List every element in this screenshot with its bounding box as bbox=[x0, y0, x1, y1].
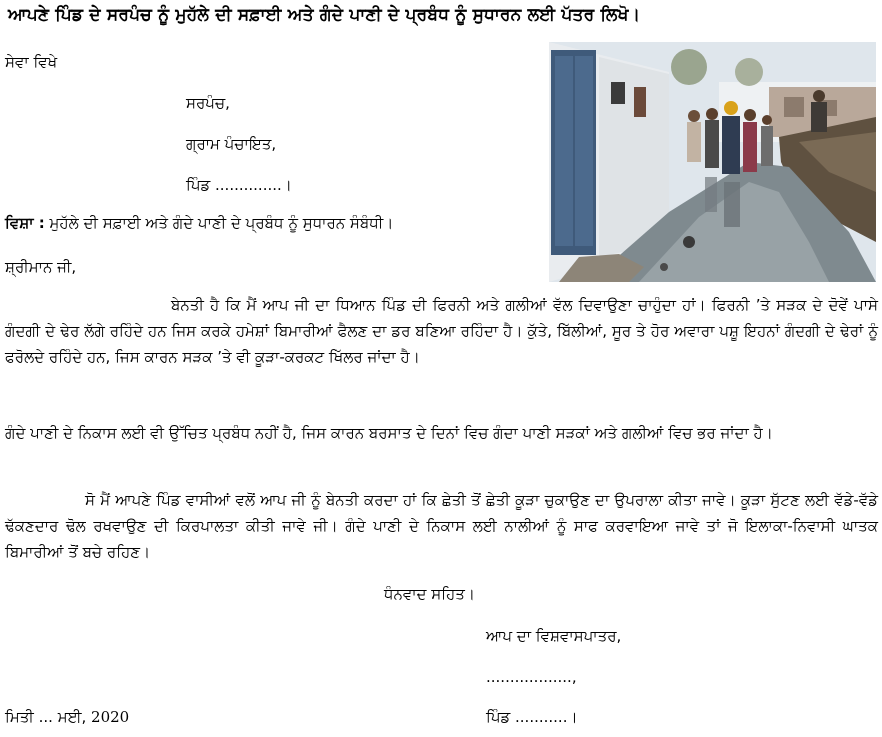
closing-thanks: ਧੰਨਵਾਦ ਸਹਿਤ। bbox=[384, 585, 475, 603]
closing-village: ਪਿੰਡ ...........। bbox=[486, 708, 578, 726]
date-dots: ... bbox=[38, 708, 53, 726]
address-line-panchayat: ਗ੍ਰਾਮ ਪੰਚਾਇਤ, bbox=[186, 135, 277, 153]
date-line bbox=[5, 708, 129, 726]
signature-blank: .................., bbox=[486, 668, 577, 686]
body-paragraph-2: ਗੰਦੇ ਪਾਣੀ ਦੇ ਨਿਕਾਸ ਲਈ ਵੀ ਉੱਚਿਤ ਪ੍ਰਬੰਧ ਨਹੀਂ ਹੈ, ਜਿਸ ਕਾਰਨ ਬਰਸਾਤ ਦੇ ਦਿਨਾਂ ਵਿਚ ਗੰਦਾ ਪਾਣੀ ਸੜਕਾਂ ਅਤੇ ਗਲੀਆਂ ਵਿਚ ਭਰ ਜਾਂਦਾ ਹੈ। bbox=[5, 424, 773, 442]
date-label: ਮਿਤੀ bbox=[5, 708, 34, 726]
address-line-sarpanch: ਸਰਪੰਚ, bbox=[186, 94, 230, 112]
subject-line bbox=[5, 214, 393, 232]
subject-text: ਮੁਹੱਲੇ ਦੀ ਸਫ਼ਾਈ ਅਤੇ ਗੰਦੇ ਪਾਣੀ ਦੇ ਪ੍ਰਬੰਧ ਨੂੰ ਸੁਧਾਰਨ ਸੰਬੰਧੀ। bbox=[49, 214, 394, 232]
body-paragraph-1: ਬੇਨਤੀ ਹੈ ਕਿ ਮੈਂ ਆਪ ਜੀ ਦਾ ਧਿਆਨ ਪਿੰਡ ਦੀ ਫਿਰਨੀ ਅਤੇ ਗਲੀਆਂ ਵੱਲ ਦਿਵਾਉਣਾ ਚਾਹੁੰਦਾ ਹਾਂ। ਫਿਰਨੀ ’ਤੇ ਸੜਕ ਦੇ ਦੋਵੇਂ ਪਾਸੇ ਗੰਦਗੀ ਦੇ ਢੇਰ ਲੱਗੇ ਰਹਿੰਦੇ ਹਨ ਜਿਸ ਕਰਕੇ ਹਮੇਸ਼ਾਂ ਬਿਮਾਰੀਆਂ ਫੈਲਣ ਦਾ ਡਰ ਬਣਿਆ ਰਹਿੰਦਾ ਹੈ। ਕੁੱਤੇ, ਬਿੱਲੀਆਂ, ਸੂਰ ਤੇ ਹੋਰ ਅਵਾਰਾ ਪਸ਼ੂ ਇਹਨਾਂ ਗੰਦਗੀ ਦੇ ਢੇਰਾਂ ਨੂੰ ਫਰੋਲਦੇ ਰਹਿੰਦੇ ਹਨ, ਜਿਸ ਕਾਰਨ ਸੜਕ ’ਤੇ ਵੀ ਕੂੜਾ-ਕਰਕਟ ਖਿੱਲਰ ਜਾਂਦਾ ਹੈ। bbox=[5, 296, 878, 366]
photo-illustration bbox=[549, 42, 876, 282]
address-line-village: ਪਿੰਡ ..............। bbox=[186, 176, 292, 194]
date-month: ਮਈ, bbox=[57, 708, 87, 726]
subject-label: ਵਿਸ਼ਾ : bbox=[5, 214, 45, 232]
address-salutation: ਸੇਵਾ ਵਿਖੇ bbox=[5, 53, 58, 71]
date-year: 2020 bbox=[91, 708, 130, 726]
greeting: ਸ਼੍ਰੀਮਾਨ ਜੀ, bbox=[5, 258, 77, 276]
letter-heading: ਆਪਣੇ ਪਿੰਡ ਦੇ ਸਰਪੰਚ ਨੂੰ ਮੁਹੱਲੇ ਦੀ ਸਫ਼ਾਈ ਅਤੇ ਗੰਦੇ ਪਾਣੀ ਦੇ ਪ੍ਰਬੰਧ ਨੂੰ ਸੁਧਾਰਨ ਲਈ ਪੱਤਰ ਲਿਖੋ। bbox=[8, 5, 641, 25]
closing-yours: ਆਪ ਦਾ ਵਿਸ਼ਵਾਸਪਾਤਰ, bbox=[486, 627, 622, 645]
street-waterlogging-photo bbox=[549, 42, 876, 282]
body-paragraph-3: ਸੋ ਮੈਂ ਆਪਣੇ ਪਿੰਡ ਵਾਸੀਆਂ ਵਲੋਂ ਆਪ ਜੀ ਨੂੰ ਬੇਨਤੀ ਕਰਦਾ ਹਾਂ ਕਿ ਛੇਤੀ ਤੋਂ ਛੇਤੀ ਕੂੜਾ ਚੁਕਾਉਣ ਦਾ ਉਪਰਾਲਾ ਕੀਤਾ ਜਾਵੇ। ਕੂੜਾ ਸੁੱਟਣ ਲਈ ਵੱਡੇ-ਵੱਡੇ ਢੱਕਣਦਾਰ ਢੋਲ ਰਖਵਾਉਣ ਦੀ ਕਿਰਪਾਲਤਾ ਕੀਤੀ ਜਾਵੇ ਜੀ। ਗੰਦੇ ਪਾਣੀ ਦੇ ਨਿਕਾਸ ਲਈ ਨਾਲੀਆਂ ਨੂੰ ਸਾਫ ਕਰਵਾਇਆ ਜਾਵੇ ਤਾਂ ਜੋ ਇਲਾਕਾ-ਨਿਵਾਸੀ ਘਾਤਕ ਬਿਮਾਰੀਆਂ ਤੋਂ ਬਚੇ ਰਹਿਣ। bbox=[5, 491, 878, 561]
